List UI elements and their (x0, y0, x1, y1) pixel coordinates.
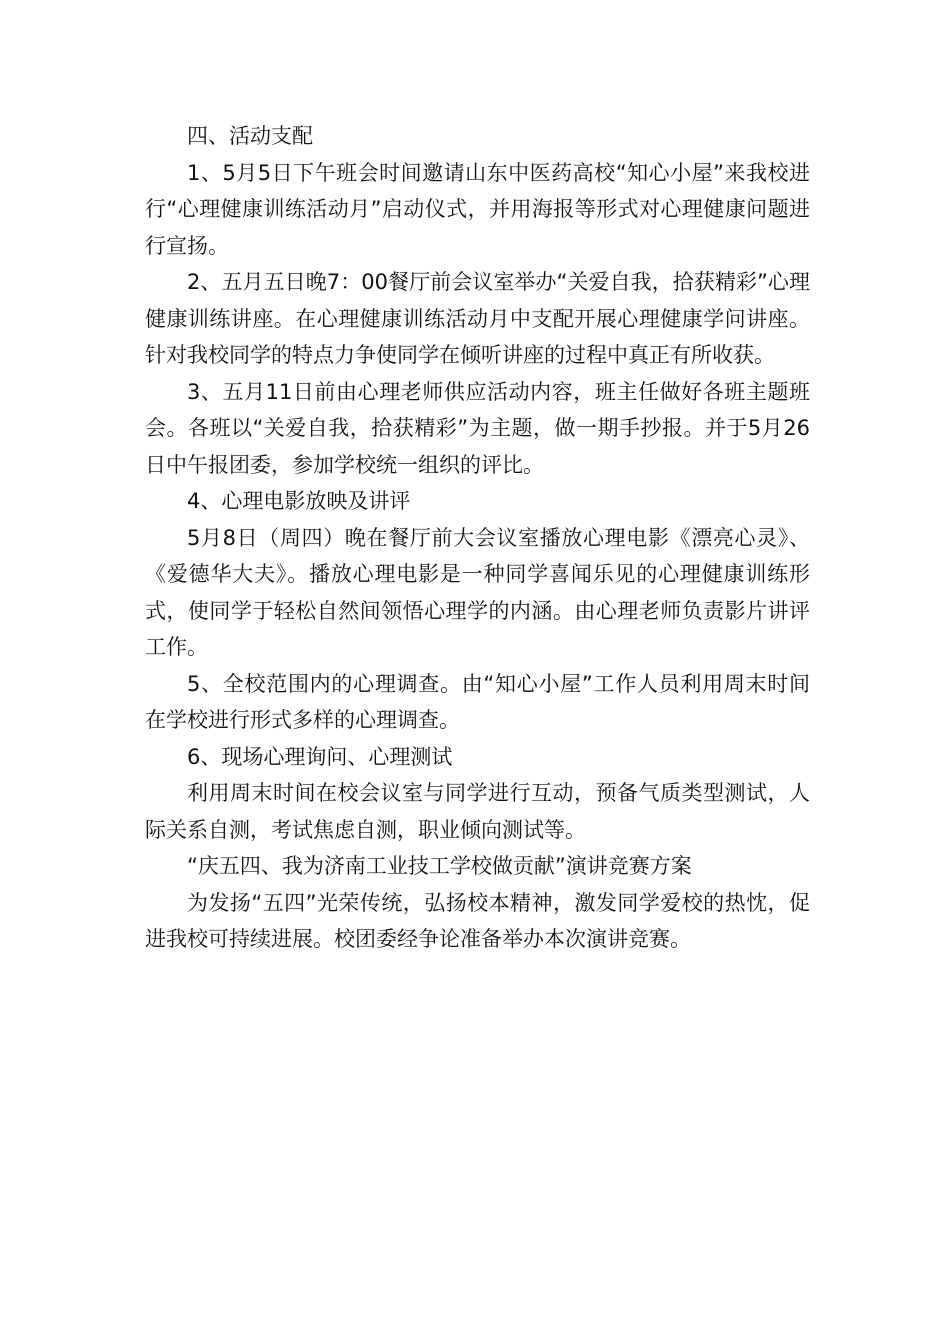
paragraph-speech-contest-intro: 为发扬“五四”光荣传统，弘扬校本精神，激发同学爱校的热忱，促进我校可持续进展。校团委经争论准备举办本次演讲竞赛。 (145, 890, 810, 951)
paragraph-movie-details: 5月8日（周四）晚在餐厅前大会议室播放心理电影《漂亮心灵》、《爱德华大夫》。播放心理电影是一种同学喜闻乐见的心理健康训练形式，使同学于轻松自然间领悟心理学的内涵。由心理老师负责影片讲评工作。 (145, 525, 810, 659)
speech-contest-title: “庆五四、我为济南工业技工学校做贡献”演讲竞赛方案 (187, 854, 692, 878)
paragraph-item-4-heading: 4、心理电影放映及讲评 (187, 489, 411, 513)
paragraph-item-5: 5、全校范围内的心理调查。由“知心小屋”工作人员利用周末时间在学校进行形式多样的心理调查。 (145, 671, 810, 732)
section-heading-activities: 四、活动支配 (187, 124, 313, 148)
paragraph-testing-details: 利用周末时间在校会议室与同学进行互动，预备气质类型测试，人际关系自测，考试焦虑自测，职业倾向测试等。 (145, 781, 810, 842)
paragraph-item-3: 3、五月11日前由心理老师供应活动内容，班主任做好各班主题班会。各班以“关爱自我，拾获精彩”为主题，做一期手抄报。并于5月26日中午报团委，参加学校统一组织的评比。 (145, 379, 810, 477)
paragraph-item-2: 2、五月五日晚7：00餐厅前会议室举办“关爱自我，拾获精彩”心理健康训练讲座。在心理健康训练活动月中支配开展心理健康学问讲座。针对我校同学的特点力争使同学在倾听讲座的过程中真正有所收获。 (145, 270, 810, 367)
paragraph-item-6-heading: 6、现场心理询问、心理测试 (187, 744, 453, 769)
document-body (145, 118, 810, 958)
paragraph-item-1: 1、5月5日下午班会时间邀请山东中医药高校“知心小屋”来我校进行“心理健康训练活动月”启动仪式，并用海报等形式对心理健康问题进行宣扬。 (145, 160, 810, 258)
